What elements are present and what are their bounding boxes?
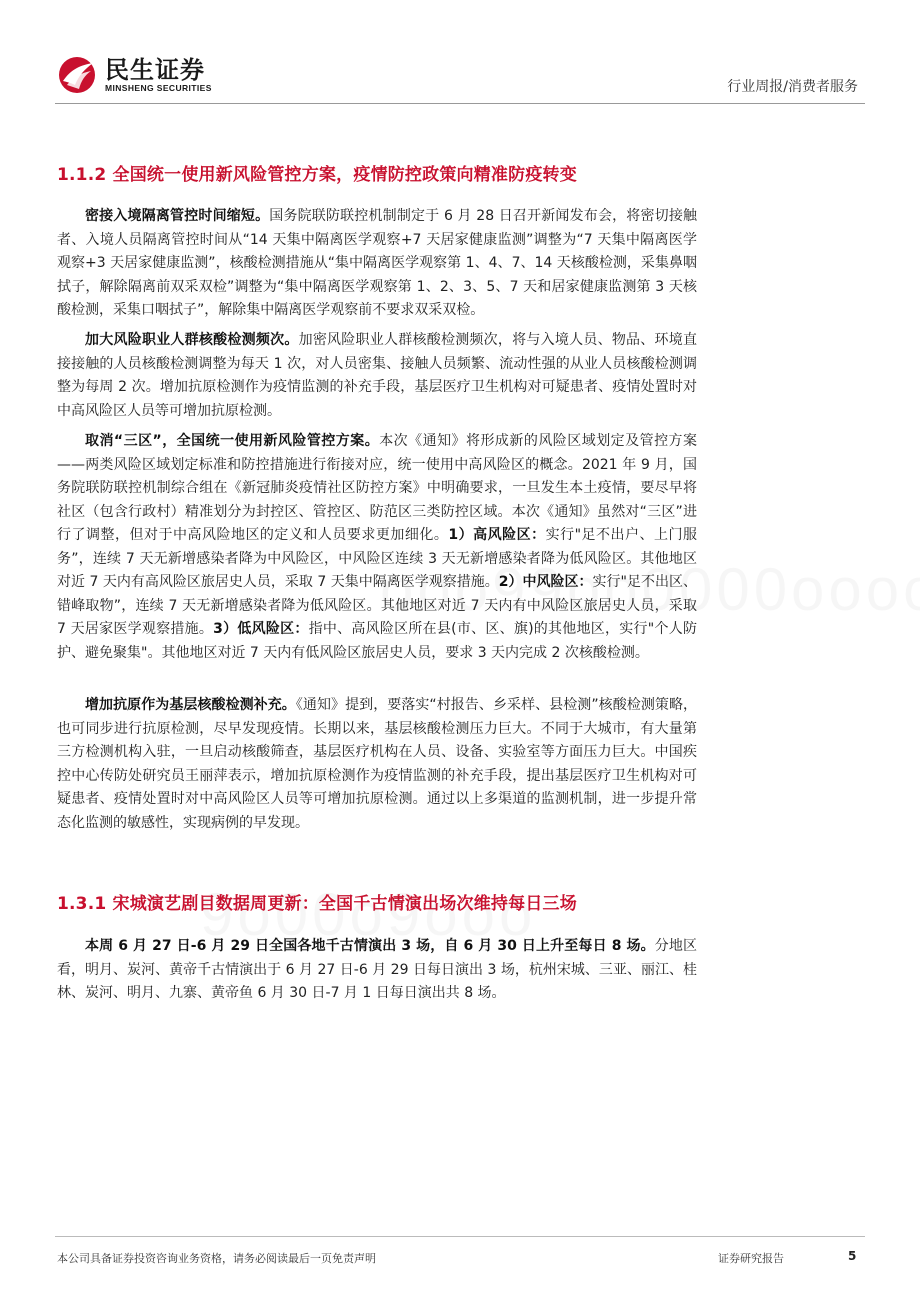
logo-chinese-name: 民生证券 [105, 55, 205, 84]
paragraph-sublead: 3）低风险区： [213, 621, 309, 637]
paragraph [57, 205, 697, 323]
paragraph-text: 加密风险职业人群核酸检测频次，将与入境人员、物品、环境直接接触的人员核酸检测调整为每天 1 次，对人员密集、接触人员频繁、流动性强的从业人员核酸检测调整为每周 2 次。增加抗原检测作为疫情监测的补充手段，基层医疗卫生机构对可疑患者、疫情处置时对中高风险区人员等可增加抗原检测。 [57, 332, 698, 419]
report-category: 行业周报/消费者服务 [727, 79, 858, 95]
company-logo [57, 52, 237, 98]
paragraph-text: 国务院联防联控机制制定于 6 月 28 日召开新闻发布会，将密切接触者、入境人员隔离管控时间从“14 天集中隔离医学观察+7 天居家健康监测”调整为“7 天集中隔离医学观察+3 天居家健康监测”，核酸检测措施从“集中隔离医学观察第 1、4、7、14 天核酸检测，采集鼻咽拭子，解除隔离前双采双检”调整为“集中隔离医学观察第 1、2、3、5、7 天和居家健康监测第 3 天核酸检测，采集口咽拭子”，解除集中隔离医学观察前不要求双采双检。 [57, 208, 697, 318]
footer-divider [55, 1236, 865, 1237]
section-title: 1.3.1 宋城演艺剧目数据周更新：全国千古情演出场次维持每日三场 [57, 894, 577, 914]
paragraph-lead: 增加抗原作为基层核酸检测补充。 [85, 697, 296, 713]
paragraph-text: 分地区看，明月、炭河、黄帝千古情演出于 6 月 27 日-6 月 29 日每日演出 3 场，杭州宋城、三亚、丽江、桂林、炭河、明月、九寨、黄帝鱼 6 月 30 日-7 月 1 日每日演出共 8 场。 [57, 938, 698, 1001]
paragraph-lead: 本周 6 月 27 日-6 月 29 日全国各地千古情演出 3 场，自 6 月 30 日上升至每日 8 场。 [85, 938, 655, 954]
paragraph-lead: 取消“三区”，全国统一使用新风险管控方案。 [85, 433, 380, 449]
paragraph-text: 实行"足不出户、上门服务”，连续 7 天无新增感染者降为中风险区，中风险区连续 3 天无新增感染者降为低风险区。其他地区对近 7 天内有高风险区旅居史人员，采取 7 天集中隔离医学观察措施。 [57, 527, 697, 590]
paragraph [57, 694, 697, 835]
paragraph-text: 《通知》提到，要落实“村报告、乡采样、县检测”核酸检测策略，也可同步进行抗原检测，尽早发现疫情。长期以来，基层核酸检测压力巨大。不同于大城市，有大量第三方检测机构入驻，一旦启动核酸筛查，基层医疗机构在人员、设备、实验室等方面压力巨大。中国疾控中心传防处研究员王丽萍表示，增加抗原检测作为疫情监测的补充手段，提出基层医疗卫生机构对可疑患者、疫情处置时对中高风险区人员等可增加抗原检测。通过以上多渠道的监测机制，进一步提升常态化监测的敏感性，实现病例的早发现。 [57, 697, 698, 831]
page-number: 5 [848, 1249, 857, 1263]
paragraph-lead: 密接入境隔离管控时间缩短。 [85, 208, 270, 224]
paragraph-text: 指中、高风险区所在县(市、区、旗)的其他地区，实行"个人防护、避免聚集"。其他地区对近 7 天内有低风险区旅居史人员，要求 3 天内完成 2 次核酸检测。 [57, 621, 697, 661]
paragraph-sublead: 2）中风险区： [498, 574, 593, 590]
footer-report-type: 证券研究报告 [718, 1252, 784, 1265]
minsheng-logo-icon [57, 55, 97, 95]
footer-disclaimer: 本公司具备证券投资咨询业务资格，请务必阅读最后一页免责声明 [57, 1252, 376, 1265]
paragraph [57, 430, 697, 665]
page-header [0, 0, 920, 110]
logo-english-name: MINSHENG SECURITIES [105, 82, 212, 93]
paragraph [57, 935, 697, 1006]
section-title: 1.1.2 全国统一使用新风险管控方案，疫情防控政策向精准防疫转变 [57, 165, 577, 185]
paragraph [57, 329, 697, 423]
header-divider [55, 103, 865, 104]
paragraph-text: 实行"足不出区、错峰取物”，连续 7 天无新增感染者降为低风险区。其他地区对近 7 天内有中风险区旅居史人员，采取 7 天居家医学观察措施。 [57, 574, 697, 637]
paragraph-lead: 加大风险职业人群核酸检测频次。 [85, 332, 299, 348]
paragraph-text: 本次《通知》将形成新的风险区域划定及管控方案——两类风险区域划定标准和防控措施进行衔接对应，统一使用中高风险区的概念。2021 年 9 月，国务院联防联控机制综合组在《新冠肺炎疫情社区防控方案》中明确要求，一旦发生本土疫情，要尽早将社区（包含行政村）精准划分为封控区、管控区、防范区三类防控区域。本次《通知》虽然对“三区”进行了调整，但对于中高风险地区的定义和人员要求更加细化。 [57, 433, 697, 543]
paragraph-sublead: 1）高风险区： [448, 527, 546, 543]
